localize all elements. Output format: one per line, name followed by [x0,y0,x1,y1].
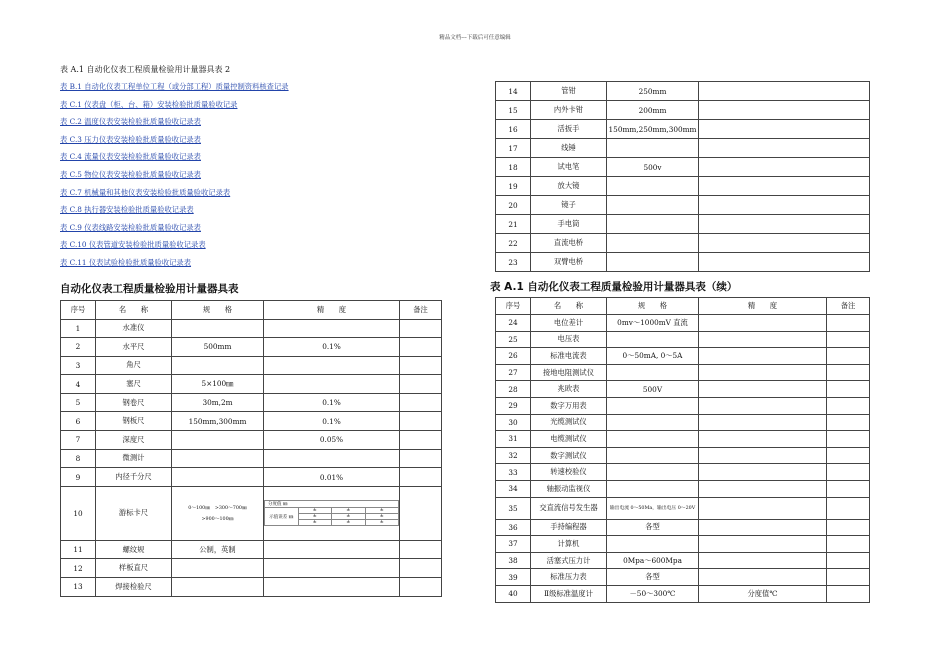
row-precision [699,480,827,497]
row-no: 24 [496,315,531,332]
table-header-row [61,301,442,320]
row-precision [699,552,827,569]
row-remark [827,348,870,365]
row-precision [264,356,400,375]
row-remark [827,414,870,431]
row-name: 镜子 [531,196,607,215]
table-row [496,497,870,519]
table-header-row [496,298,870,315]
row-extra [699,177,870,196]
caliper-cell: ± [298,514,332,520]
table-row [496,348,870,365]
table-row [496,82,870,101]
row-spec: －50～300℃ [607,585,699,602]
row-remark [827,397,870,414]
row-no: 13 [61,578,96,597]
row-no: 10 [61,486,96,540]
row-remark [827,480,870,497]
row-remark [400,431,442,450]
row-name: 深度尺 [96,431,172,450]
row-no: 19 [496,177,531,196]
row-precision [699,431,827,448]
row-precision [699,414,827,431]
row-precision: 0.1% [264,338,400,357]
row-no: 21 [496,215,531,234]
row-spec: 0～50mA, 0～5A [607,348,699,365]
caliper-subtable [264,500,399,526]
row-spec [607,536,699,553]
table-row [496,177,870,196]
row-spec: 150mm,250mm,300mm [607,120,699,139]
row-remark [400,375,442,394]
row-spec [607,447,699,464]
row-no: 7 [61,431,96,450]
row-precision: 0.01% [264,468,400,487]
row-spec [172,578,264,597]
table-row [496,253,870,272]
row-name: 线锤 [531,139,607,158]
caliper-cell: ± [298,508,332,514]
row-name: 活扳手 [531,120,607,139]
row-spec: 0mv～1000mV 直流 [607,315,699,332]
row-no: 27 [496,364,531,381]
row-name: 水准仪 [96,319,172,338]
row-remark [400,319,442,338]
row-remark [827,552,870,569]
row-no: 6 [61,412,96,431]
caliper-division: 分度值 ㎜ [265,501,399,508]
row-precision [699,348,827,365]
right-bottom-table [495,297,870,603]
row-no: 33 [496,464,531,481]
row-precision [699,315,827,332]
row-remark [827,447,870,464]
toc-link[interactable]: 表 C.4 流量仪表安装检验批质量验收记录表 [60,152,201,162]
table-row [496,519,870,536]
row-spec: 各型 [607,519,699,536]
table-row [496,552,870,569]
row-name: 微测计 [96,449,172,468]
row-precision [699,447,827,464]
table-row [496,315,870,332]
table-row [496,234,870,253]
row-no: 11 [61,540,96,559]
row-name: 标准压力表 [531,569,607,586]
row-no: 30 [496,414,531,431]
row-spec: 500V [607,381,699,398]
row-precision [699,497,827,519]
caliper-spec [172,486,264,540]
row-spec [607,215,699,234]
col-remark: 备注 [827,298,870,315]
table-row [496,215,870,234]
row-spec: 公制，英制 [172,540,264,559]
col-name: 名 称 [531,298,607,315]
table-row [496,585,870,602]
row-name: 手电筒 [531,215,607,234]
link-list [60,82,440,276]
row-no: 39 [496,569,531,586]
table-row [61,559,442,578]
row-remark [400,540,442,559]
row-name: 管钳 [531,82,607,101]
col-precision: 精 度 [699,298,827,315]
row-name: 试电笔 [531,158,607,177]
row-name: 塞尺 [96,375,172,394]
col-spec: 规 格 [172,301,264,320]
row-spec [607,196,699,215]
row-name: 游标卡尺 [96,486,172,540]
row-precision [699,536,827,553]
toc-link[interactable]: 表 C.10 仪表管道安装检验批质量验收记录表 [60,240,206,250]
toc-link[interactable]: 表 C.8 执行器安装检验批质量验收记录表 [60,205,194,215]
row-spec: 0Mpa～600Mpa [607,552,699,569]
row-remark [400,559,442,578]
table-row [61,431,442,450]
table-row [496,569,870,586]
row-no: 29 [496,397,531,414]
right-table-title: 表 A.1 自动化仪表工程质量检验用计量器具表（续） [490,281,738,293]
row-spec [607,397,699,414]
row-extra [699,234,870,253]
row-extra [699,120,870,139]
table-row [496,139,870,158]
row-precision [264,559,400,578]
table-row [61,486,442,540]
toc-link[interactable]: 表 C.11 仪表试验检验批质量验收记录表 [60,257,192,267]
row-no: 16 [496,120,531,139]
row-spec [607,414,699,431]
row-remark [400,486,442,540]
row-extra [699,82,870,101]
row-precision [264,578,400,597]
row-spec [607,253,699,272]
row-spec: 150mm,300mm [172,412,264,431]
row-no: 18 [496,158,531,177]
row-name: 电缆测试仪 [531,431,607,448]
col-remark: 备注 [400,301,442,320]
row-remark [827,315,870,332]
table-row [61,540,442,559]
caliper-cell: ± [298,520,332,526]
row-no: 28 [496,381,531,398]
table-row [61,468,442,487]
toc-link[interactable]: 表 C.1 仪表盘（柜、台、箱）安装检验批质量验收记录 [60,99,238,109]
left-table [60,300,442,597]
row-no: 8 [61,449,96,468]
row-precision: 分度值℃ [699,585,827,602]
table-row [496,536,870,553]
col-precision: 精 度 [264,301,400,320]
toc-link[interactable]: 表 B.1 自动化仪表工程单位工程（或分部工程）质量控制资料核查记录 [60,82,289,91]
toc-link[interactable]: 表 C.2 温度仪表安装检验批质量验收记录表 [60,117,201,127]
row-name: 水平尺 [96,338,172,357]
row-spec [607,431,699,448]
row-remark [400,393,442,412]
col-no: 序号 [496,298,531,315]
table-row [496,158,870,177]
table-row [496,464,870,481]
row-name: 光缆测试仪 [531,414,607,431]
row-remark [400,449,442,468]
row-name: 接地电阻测试仪 [531,364,607,381]
row-name: 轴振动监视仪 [531,480,607,497]
table-row [496,101,870,120]
row-spec [607,480,699,497]
row-extra [699,101,870,120]
row-no: 2 [61,338,96,357]
row-no: 35 [496,497,531,519]
row-spec [607,464,699,481]
row-spec: 30m,2m [172,393,264,412]
row-remark [400,412,442,431]
row-remark [400,356,442,375]
row-no: 25 [496,331,531,348]
row-name: 电压表 [531,331,607,348]
col-no: 序号 [61,301,96,320]
row-name: 样板直尺 [96,559,172,578]
table-row [61,356,442,375]
row-spec: 输出电流 0～50Ma，输出电压 0～20V [607,497,699,519]
row-no: 31 [496,431,531,448]
row-spec: 250mm [607,82,699,101]
row-no: 34 [496,480,531,497]
table-row [496,431,870,448]
row-precision [699,381,827,398]
row-spec [172,449,264,468]
row-name: 数字万用表 [531,397,607,414]
row-name: 电位差计 [531,315,607,332]
row-no: 26 [496,348,531,365]
caliper-spec-line2: >900～100㎜ [201,517,234,523]
row-remark [827,536,870,553]
row-name: 内外卡钳 [531,101,607,120]
row-precision [264,540,400,559]
table-row [61,338,442,357]
row-precision [699,331,827,348]
row-name: 放大镜 [531,177,607,196]
caliper-cell: ± [365,508,399,514]
row-remark [827,497,870,519]
row-name: 标准电流表 [531,348,607,365]
table-row [496,480,870,497]
row-precision [699,464,827,481]
caliper-precision [264,486,400,540]
row-name: 钢卷尺 [96,393,172,412]
row-no: 15 [496,101,531,120]
row-name: 焊接检验尺 [96,578,172,597]
row-name: 计算机 [531,536,607,553]
row-extra [699,139,870,158]
caliper-cell: ± [332,520,366,526]
row-spec [607,234,699,253]
table-row [496,414,870,431]
row-no: 1 [61,319,96,338]
row-spec [607,364,699,381]
table-row [61,375,442,394]
table-row [496,364,870,381]
toc-link[interactable]: 表 C.7 机械量和其他仪表安装检验批质量验收记录表 [60,187,231,197]
row-spec [172,356,264,375]
table-row [61,449,442,468]
row-spec [172,468,264,487]
row-spec [172,319,264,338]
caliper-cell: ± [332,514,366,520]
row-remark [827,364,870,381]
table-row [61,412,442,431]
row-remark [400,468,442,487]
row-name: 数字测试仪 [531,447,607,464]
table-row [496,397,870,414]
row-name: 直流电桥 [531,234,607,253]
left-table-title: 自动化仪表工程质量检验用计量器具表 [60,283,239,295]
row-extra [699,158,870,177]
row-remark [400,338,442,357]
row-no: 14 [496,82,531,101]
row-spec: 200mm [607,101,699,120]
table-row [496,331,870,348]
row-precision [699,569,827,586]
row-no: 22 [496,234,531,253]
row-precision [699,519,827,536]
caliper-spec-line1: 0～100㎜ >300～700㎜ [188,506,247,512]
row-spec: 各型 [607,569,699,586]
caliper-error-label: 示值误差 ㎜ [265,508,299,526]
row-precision [699,397,827,414]
row-precision [264,375,400,394]
row-no: 37 [496,536,531,553]
row-extra [699,196,870,215]
row-spec: 500v [607,158,699,177]
row-name: Ⅱ级标准温度计 [531,585,607,602]
row-name: 活塞式压力计 [531,552,607,569]
row-no: 40 [496,585,531,602]
row-no: 36 [496,519,531,536]
row-extra [699,215,870,234]
row-name: 手持编程器 [531,519,607,536]
toc-link[interactable]: 表 C.5 物位仪表安装检验批质量验收记录表 [60,169,201,179]
row-remark [827,585,870,602]
row-no: 5 [61,393,96,412]
row-precision: 0.05% [264,431,400,450]
row-spec [172,431,264,450]
row-no: 17 [496,139,531,158]
row-no: 4 [61,375,96,394]
row-remark [827,381,870,398]
table-row [61,319,442,338]
row-precision: 0.1% [264,393,400,412]
row-no: 38 [496,552,531,569]
row-no: 32 [496,447,531,464]
row-precision: 0.1% [264,412,400,431]
page-header: 精品文档---下载后可任意编辑 [439,35,511,41]
row-name: 转速校验仪 [531,464,607,481]
row-spec [172,559,264,578]
row-name: 角尺 [96,356,172,375]
row-remark [827,431,870,448]
row-no: 12 [61,559,96,578]
row-name: 双臂电桥 [531,253,607,272]
table-row [61,578,442,597]
row-no: 3 [61,356,96,375]
row-precision [264,449,400,468]
row-spec [607,331,699,348]
table-row [496,196,870,215]
row-name: 内径千分尺 [96,468,172,487]
row-precision [699,364,827,381]
row-precision [264,319,400,338]
row-name: 螺纹规 [96,540,172,559]
toc-link[interactable]: 表 C.3 压力仪表安装检验批质量验收记录表 [60,134,201,144]
table-row [496,447,870,464]
row-no: 23 [496,253,531,272]
row-name: 钢板尺 [96,412,172,431]
row-spec [607,139,699,158]
row-no: 9 [61,468,96,487]
row-remark [827,331,870,348]
row-remark [827,464,870,481]
table-row [496,120,870,139]
row-extra [699,253,870,272]
table-row [61,393,442,412]
row-no: 20 [496,196,531,215]
row-remark [400,578,442,597]
col-name: 名 称 [96,301,172,320]
row-spec: 500mm [172,338,264,357]
caliper-cell: ± [365,520,399,526]
row-name: 兆欧表 [531,381,607,398]
row-remark [827,569,870,586]
col-spec: 规 格 [607,298,699,315]
row-remark [827,519,870,536]
row-name: 交直流信号发生器 [531,497,607,519]
table-caption: 表 A.1 自动化仪表工程质量检验用计量器具表 2 [60,65,231,74]
caliper-cell: ± [332,508,366,514]
right-top-table [495,81,870,272]
row-spec: 5×100㎜ [172,375,264,394]
table-row [496,381,870,398]
row-spec [607,177,699,196]
caliper-cell: ± [365,514,399,520]
toc-link[interactable]: 表 C.9 仪表线路安装检验批质量验收记录表 [60,222,201,232]
